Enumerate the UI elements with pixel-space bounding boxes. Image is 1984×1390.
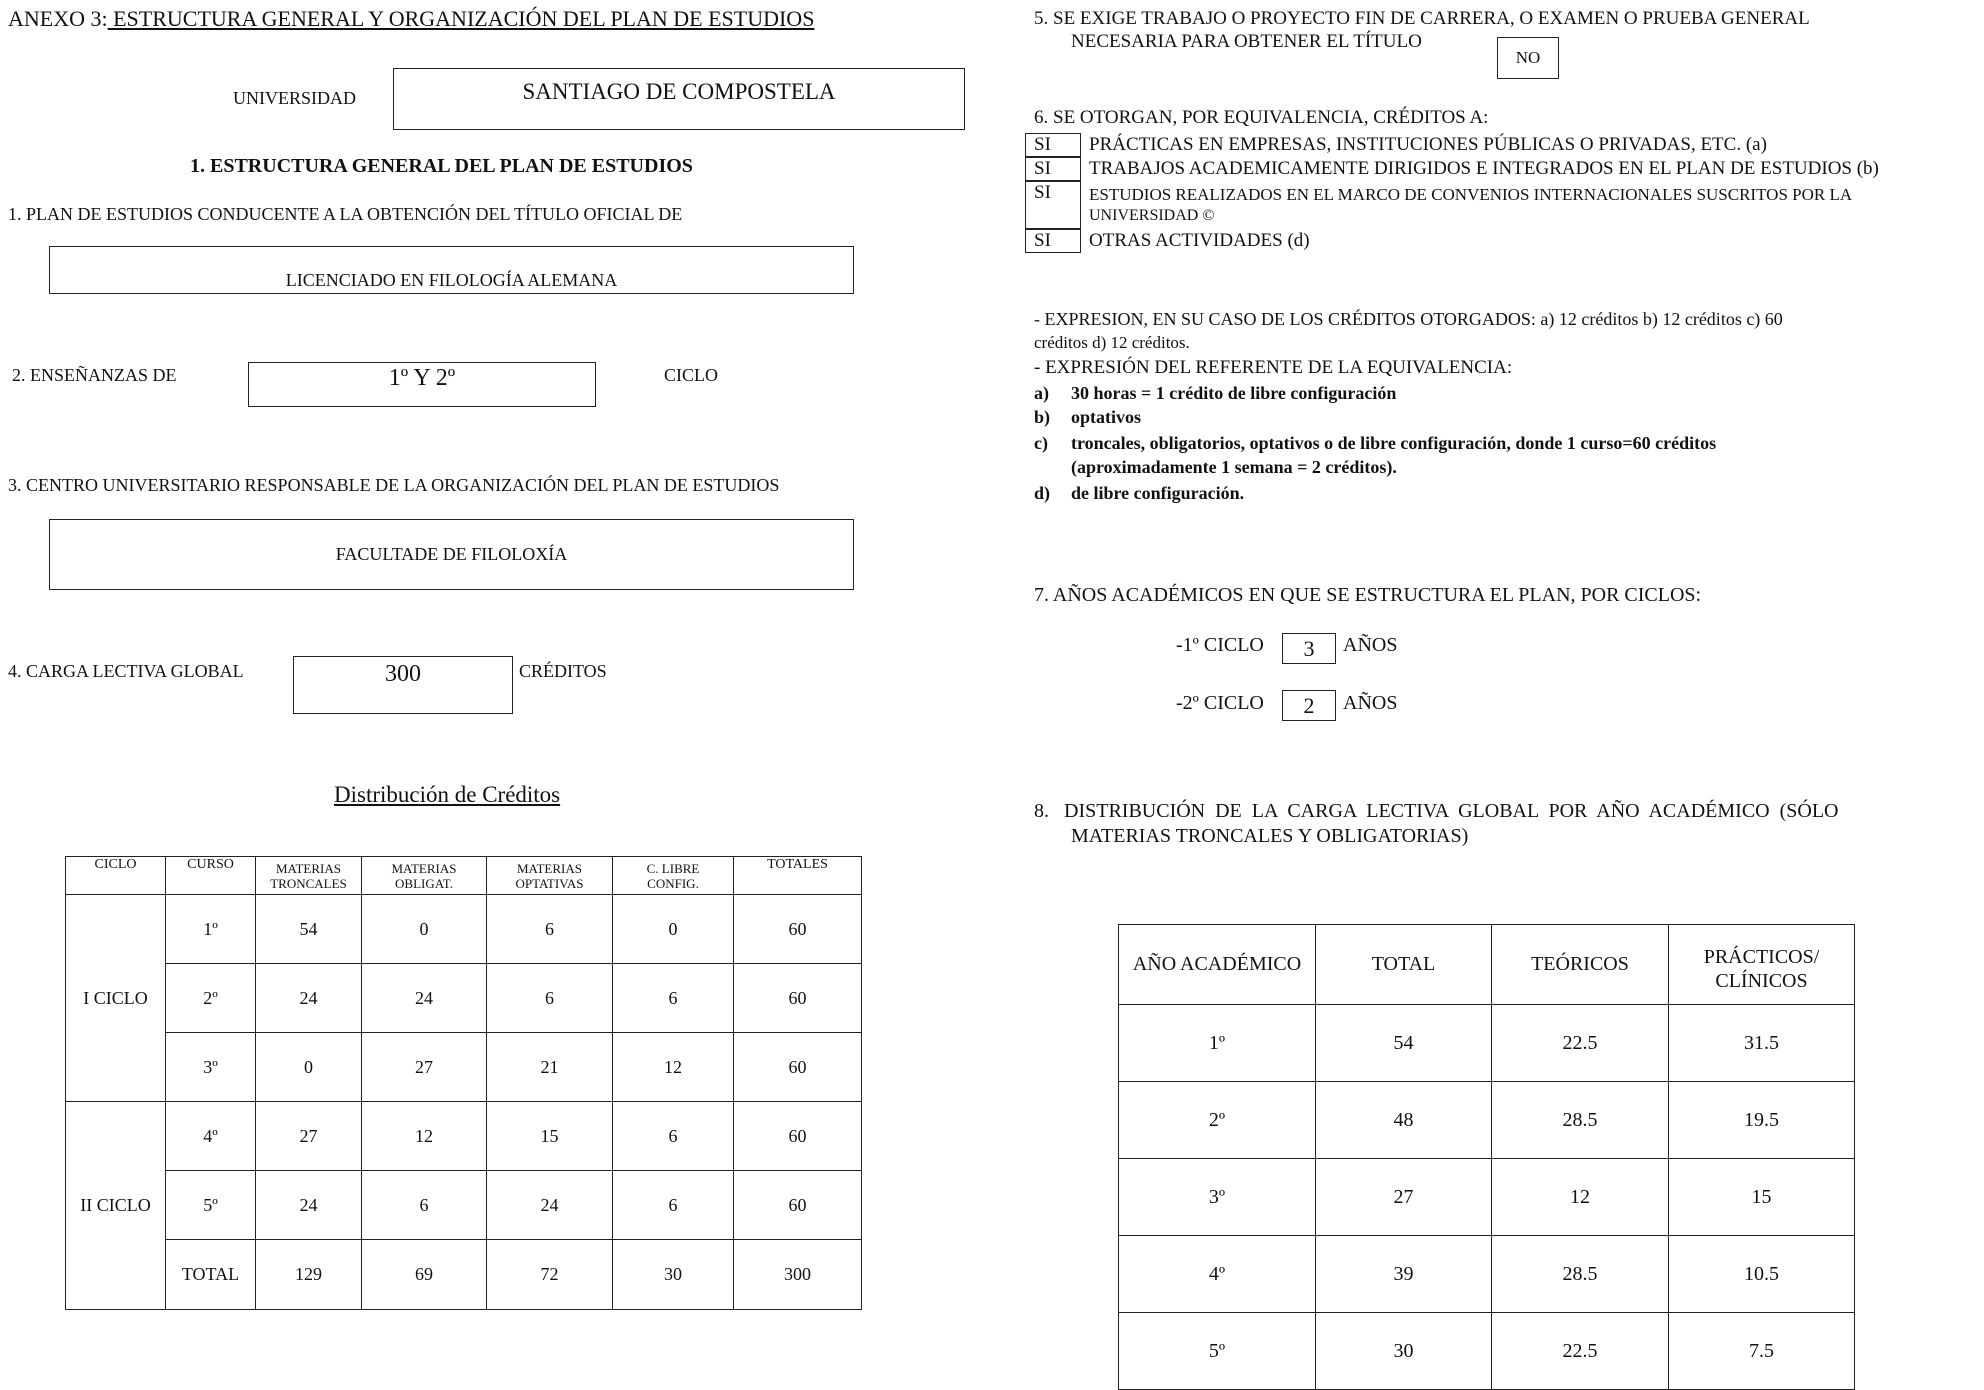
- table-cell: 30: [613, 1240, 734, 1310]
- table-cell: 0: [613, 895, 734, 964]
- table-cell: 6: [362, 1171, 487, 1240]
- table-cell: 129: [256, 1240, 362, 1310]
- yearly-header-row: [1119, 925, 1855, 1005]
- table-row: [1119, 1082, 1855, 1159]
- item1-label: 1. PLAN DE ESTUDIOS CONDUCENTE A LA OBTENCIÓN DEL TÍTULO OFICIAL DE: [8, 204, 683, 224]
- year-cell: 4º: [1119, 1236, 1316, 1313]
- credits-table: [65, 856, 862, 1310]
- table-row: [1119, 1313, 1855, 1390]
- table-cell: 15: [487, 1102, 613, 1171]
- credits-header-cell: CURSO: [166, 857, 256, 895]
- reference-key: c): [1034, 433, 1048, 453]
- credits-header-cell: MATERIAS TRONCALES: [256, 857, 362, 895]
- item6-title: 6. SE OTORGAN, POR EQUIVALENCIA, CRÉDITOS A:: [1034, 107, 1489, 128]
- equivalence-mark-label: SI: [1034, 134, 1051, 155]
- table-row: [66, 1033, 862, 1102]
- course-cell: 5º: [166, 1171, 256, 1240]
- table-row: [1119, 1236, 1855, 1313]
- table-cell: 69: [362, 1240, 487, 1310]
- section-title: 1. ESTRUCTURA GENERAL DEL PLAN DE ESTUDIOS: [190, 155, 693, 177]
- equivalence-mark-label: SI: [1034, 158, 1051, 179]
- cycle-cell: II CICLO: [66, 1102, 166, 1310]
- table-cell: 19.5: [1669, 1082, 1855, 1159]
- table-cell: 30: [1316, 1313, 1492, 1390]
- equivalence-mark: [1025, 157, 1081, 181]
- table-row: [66, 1171, 862, 1240]
- cycle1-years-box: [1282, 633, 1336, 664]
- cycles-value: 1º Y 2º: [388, 365, 456, 391]
- table-cell: 24: [362, 964, 487, 1033]
- final-project-box: [1497, 37, 1559, 79]
- cycle2-years-value: 2: [1303, 692, 1315, 718]
- credits-header-cell: C. LIBRE CONFIG.: [613, 857, 734, 895]
- table-cell: 28.5: [1492, 1236, 1669, 1313]
- reference-value: troncales, obligatorios, optativos o de libre configuración, donde 1 curso=60 créditos: [1071, 433, 1717, 453]
- total-load-box: [293, 656, 513, 714]
- table-row: [1119, 1159, 1855, 1236]
- item5-line1: 5. SE EXIGE TRABAJO O PROYECTO FIN DE CARRERA, O EXAMEN O PRUEBA GENERAL: [1034, 8, 1810, 29]
- table-row: [66, 1102, 862, 1171]
- table-cell: 24: [256, 1171, 362, 1240]
- table-cell: 12: [1492, 1159, 1669, 1236]
- course-cell: 1º: [166, 895, 256, 964]
- table-cell: 72: [487, 1240, 613, 1310]
- table-cell: 39: [1316, 1236, 1492, 1313]
- table-cell: 0: [362, 895, 487, 964]
- item8-line1: 8. DISTRIBUCIÓN DE LA CARGA LECTIVA GLOBAL POR AÑO ACADÉMICO (SÓLO: [1034, 800, 1839, 822]
- item7-title: 7. AÑOS ACADÉMICOS EN QUE SE ESTRUCTURA EL PLAN, POR CICLOS:: [1034, 584, 1702, 606]
- degree-title-box: [49, 246, 854, 294]
- university-label: UNIVERSIDAD: [233, 88, 356, 108]
- year-cell: 5º: [1119, 1313, 1316, 1390]
- credits-expression: - EXPRESION, EN SU CASO DE LOS CRÉDITOS OTORGADOS: a) 12 créditos b) 12 créditos c) 60: [1034, 309, 1783, 329]
- table-cell: 27: [1316, 1159, 1492, 1236]
- table-row: [66, 895, 862, 964]
- year-cell: 2º: [1119, 1082, 1316, 1159]
- table-cell: 60: [734, 1102, 862, 1171]
- cycle-cell: I CICLO: [66, 895, 166, 1102]
- credits-table-title: Distribución de Créditos: [334, 782, 561, 807]
- table-cell: 24: [487, 1171, 613, 1240]
- cycle1-years-value: 3: [1303, 635, 1315, 661]
- yearly-load-table: [1118, 924, 1855, 1390]
- credits-header-cell: MATERIAS OPTATIVAS: [487, 857, 613, 895]
- table-cell: 60: [734, 895, 862, 964]
- equivalence-option: TRABAJOS ACADEMICAMENTE DIRIGIDOS E INTEGRADOS EN EL PLAN DE ESTUDIOS (b): [1089, 158, 1879, 179]
- yearly-header-cell: TEÓRICOS: [1492, 925, 1669, 1005]
- annex-title: [8, 6, 814, 32]
- table-cell: 27: [256, 1102, 362, 1171]
- table-cell: 6: [487, 895, 613, 964]
- item2-suffix: CICLO: [664, 365, 718, 385]
- equivalence-mark: [1025, 133, 1081, 157]
- table-cell: 300: [734, 1240, 862, 1310]
- item4-label: 4. CARGA LECTIVA GLOBAL: [8, 661, 244, 681]
- reference-key: b): [1034, 407, 1051, 427]
- final-project-value: NO: [1515, 48, 1541, 67]
- university-value: SANTIAGO DE COMPOSTELA: [522, 79, 836, 104]
- course-cell: 4º: [166, 1102, 256, 1171]
- faculty-box: [49, 519, 854, 590]
- yearly-header-cell: AÑO ACADÉMICO: [1119, 925, 1316, 1005]
- table-cell: 12: [362, 1102, 487, 1171]
- degree-title-value: LICENCIADO EN FILOLOGÍA ALEMANA: [285, 270, 618, 290]
- faculty-value: FACULTADE DE FILOLOXÍA: [335, 544, 568, 564]
- item8-line2: MATERIAS TRONCALES Y OBLIGATORIAS): [1071, 825, 1469, 847]
- yearly-header-cell: PRÁCTICOS/ CLÍNICOS: [1669, 925, 1855, 1005]
- equivalence-option-cont: UNIVERSIDAD ©: [1089, 207, 1215, 224]
- cycle1-years-label: -1º CICLO: [1176, 634, 1264, 656]
- credits-header-cell: CICLO: [66, 857, 166, 895]
- reference-key: d): [1034, 483, 1051, 503]
- table-cell: 6: [613, 1102, 734, 1171]
- credits-expression-cont: créditos d) 12 créditos.: [1034, 333, 1190, 352]
- table-cell: 54: [1316, 1005, 1492, 1082]
- table-cell: 54: [256, 895, 362, 964]
- credits-header-row: [66, 857, 862, 895]
- equivalence-option: OTRAS ACTIVIDADES (d): [1089, 230, 1310, 251]
- item4-suffix: CRÉDITOS: [519, 661, 607, 681]
- table-row: [66, 964, 862, 1033]
- cycle2-years-box: [1282, 690, 1336, 721]
- annex-heading: ESTRUCTURA GENERAL Y ORGANIZACIÓN DEL PLAN DE ESTUDIOS: [107, 6, 815, 31]
- cycle2-years-label: -2º CICLO: [1176, 692, 1264, 714]
- reference-value: optativos: [1071, 407, 1142, 427]
- reference-key: a): [1034, 383, 1049, 403]
- table-row: [1119, 1005, 1855, 1082]
- cycle1-years-unit: AÑOS: [1343, 634, 1398, 656]
- table-cell: 10.5: [1669, 1236, 1855, 1313]
- reference-value: 30 horas = 1 crédito de libre configuración: [1071, 383, 1397, 403]
- table-cell: 28.5: [1492, 1082, 1669, 1159]
- item3-label: 3. CENTRO UNIVERSITARIO RESPONSABLE DE LA ORGANIZACIÓN DEL PLAN DE ESTUDIOS: [8, 475, 780, 495]
- table-cell: 22.5: [1492, 1005, 1669, 1082]
- course-cell: 2º: [166, 964, 256, 1033]
- equivalence-reference-title: - EXPRESIÓN DEL REFERENTE DE LA EQUIVALENCIA:: [1034, 357, 1513, 378]
- table-cell: 12: [613, 1033, 734, 1102]
- table-cell: 6: [613, 1171, 734, 1240]
- yearly-header-cell: TOTAL: [1316, 925, 1492, 1005]
- equivalence-option: ESTUDIOS REALIZADOS EN EL MARCO DE CONVENIOS INTERNACIONALES SUSCRITOS POR LA: [1089, 185, 1853, 204]
- table-cell: 7.5: [1669, 1313, 1855, 1390]
- cycle2-years-unit: AÑOS: [1343, 692, 1398, 714]
- year-cell: 3º: [1119, 1159, 1316, 1236]
- reference-value: de libre configuración.: [1071, 483, 1245, 503]
- item2-label: 2. ENSEÑANZAS DE: [12, 365, 177, 385]
- equivalence-mark: [1025, 229, 1081, 253]
- table-cell: 24: [256, 964, 362, 1033]
- equivalence-option: PRÁCTICAS EN EMPRESAS, INSTITUCIONES PÚBLICAS O PRIVADAS, ETC. (a): [1089, 134, 1767, 155]
- annex-prefix: ANEXO 3:: [8, 6, 108, 31]
- table-cell: 0: [256, 1033, 362, 1102]
- total-load-value: 300: [385, 661, 421, 687]
- course-cell: TOTAL: [166, 1240, 256, 1310]
- credits-header-cell: MATERIAS OBLIGAT.: [362, 857, 487, 895]
- credits-header-cell: TOTALES: [734, 857, 862, 895]
- item5-line2: NECESARIA PARA OBTENER EL TÍTULO: [1071, 31, 1422, 52]
- table-cell: 31.5: [1669, 1005, 1855, 1082]
- reference-value-cont: (aproximadamente 1 semana = 2 créditos).: [1071, 457, 1397, 477]
- equivalence-mark-label: SI: [1034, 182, 1051, 203]
- equivalence-mark: [1025, 181, 1081, 229]
- equivalence-mark-label: SI: [1034, 230, 1051, 251]
- year-cell: 1º: [1119, 1005, 1316, 1082]
- table-cell: 15: [1669, 1159, 1855, 1236]
- course-cell: 3º: [166, 1033, 256, 1102]
- table-cell: 6: [613, 964, 734, 1033]
- table-row: [66, 1240, 862, 1310]
- table-cell: 6: [487, 964, 613, 1033]
- table-cell: 27: [362, 1033, 487, 1102]
- cycles-box: [248, 362, 596, 407]
- table-cell: 21: [487, 1033, 613, 1102]
- table-cell: 60: [734, 1033, 862, 1102]
- table-cell: 48: [1316, 1082, 1492, 1159]
- table-cell: 60: [734, 1171, 862, 1240]
- table-cell: 60: [734, 964, 862, 1033]
- university-box: [393, 68, 965, 130]
- table-cell: 22.5: [1492, 1313, 1669, 1390]
